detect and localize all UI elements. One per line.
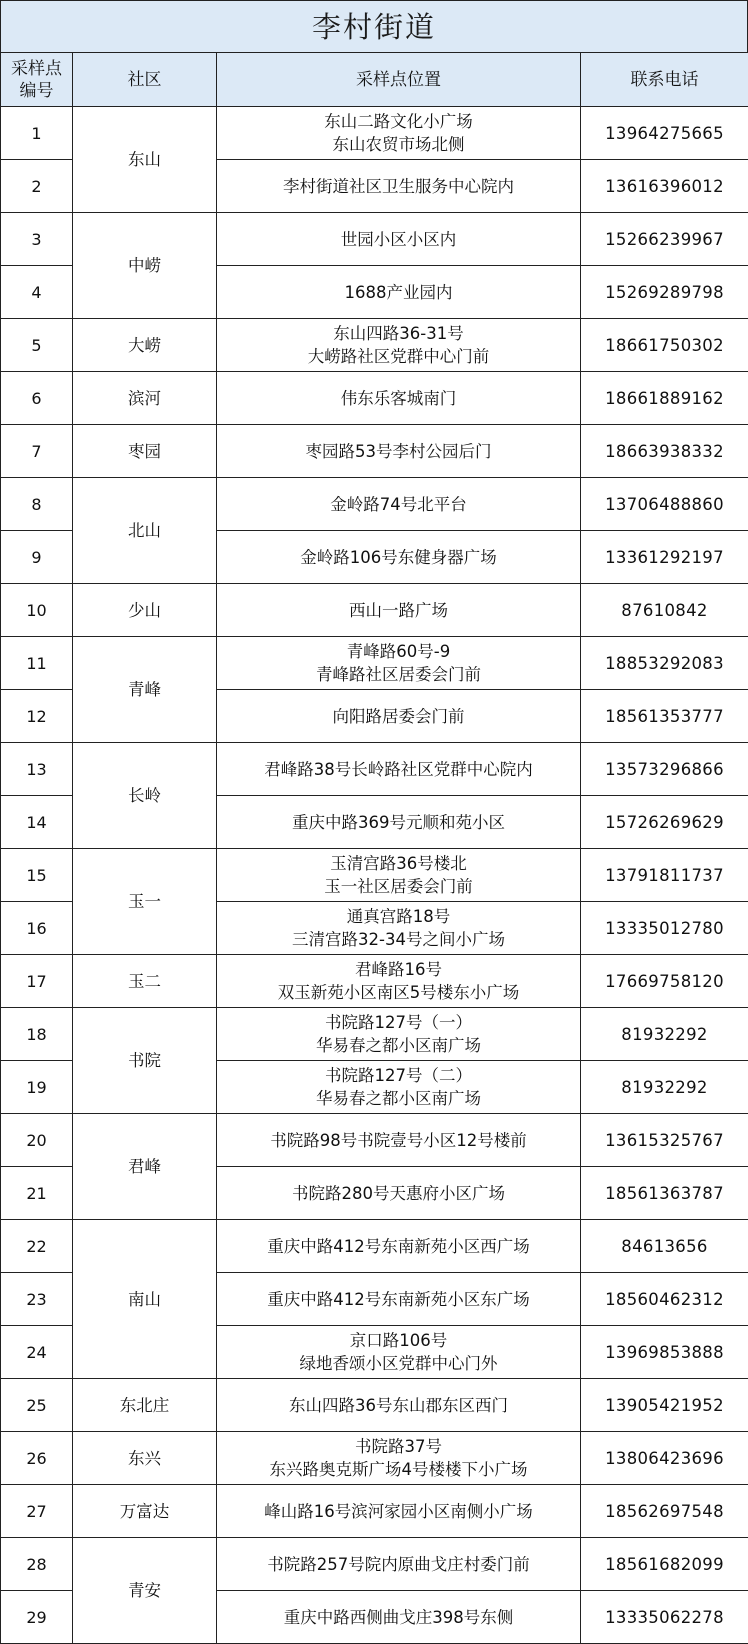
location-line: 书院路127号（一） bbox=[325, 1013, 472, 1032]
sampling-table bbox=[0, 52, 748, 1644]
location-cell bbox=[217, 213, 581, 266]
location-cell bbox=[217, 478, 581, 531]
location-line: 伟东乐客城南门 bbox=[340, 388, 457, 408]
table-row bbox=[1, 1485, 748, 1538]
point-number: 17 bbox=[1, 955, 73, 1008]
phone-number: 13706488860 bbox=[581, 478, 748, 531]
location-cell bbox=[217, 690, 581, 743]
location-cell bbox=[217, 1273, 581, 1326]
location-cell bbox=[217, 743, 581, 796]
location-line: 向阳路居委会门前 bbox=[332, 706, 465, 726]
location-line: 君峰路38号长岭路社区党群中心院内 bbox=[264, 759, 533, 779]
phone-number: 18561353777 bbox=[581, 690, 748, 743]
location-line: 君峰路16号 bbox=[355, 960, 442, 979]
phone-number: 15726269629 bbox=[581, 796, 748, 849]
phone-number: 18562697548 bbox=[581, 1485, 748, 1538]
point-number: 2 bbox=[1, 160, 73, 213]
point-number: 22 bbox=[1, 1220, 73, 1273]
location-cell bbox=[217, 849, 581, 902]
community-name: 北山 bbox=[73, 478, 217, 584]
table-row bbox=[1, 1008, 748, 1061]
location-cell bbox=[217, 372, 581, 425]
point-number: 15 bbox=[1, 849, 73, 902]
community-name: 青峰 bbox=[73, 637, 217, 743]
location-line: 书院路37号 bbox=[355, 1437, 442, 1456]
location-line: 东兴路奥克斯广场4号楼楼下小广场 bbox=[269, 1460, 528, 1479]
location-cell bbox=[217, 1538, 581, 1591]
phone-number: 13361292197 bbox=[581, 531, 748, 584]
community-name: 青安 bbox=[73, 1538, 217, 1644]
location-line: 重庆中路西侧曲戈庄398号东侧 bbox=[283, 1607, 514, 1627]
location-line: 东山二路文化小广场 bbox=[324, 112, 473, 131]
location-cell bbox=[217, 319, 581, 372]
table-row bbox=[1, 1379, 748, 1432]
location-line: 枣园路53号李村公园后门 bbox=[305, 441, 492, 461]
header-phone: 联系电话 bbox=[581, 53, 748, 107]
community-name: 大崂 bbox=[73, 319, 217, 372]
phone-number: 13573296866 bbox=[581, 743, 748, 796]
location-cell bbox=[217, 955, 581, 1008]
location-line: 玉清宫路36号楼北 bbox=[330, 854, 467, 873]
table-row bbox=[1, 425, 748, 478]
table-header-row bbox=[1, 53, 748, 107]
location-cell bbox=[217, 637, 581, 690]
location-line: 东山四路36-31号 bbox=[333, 324, 464, 343]
table-row bbox=[1, 584, 748, 637]
location-line: 东山农贸市场北侧 bbox=[332, 135, 465, 154]
point-number: 29 bbox=[1, 1591, 73, 1644]
point-number: 12 bbox=[1, 690, 73, 743]
community-name: 东北庄 bbox=[73, 1379, 217, 1432]
location-line: 华易春之都小区南广场 bbox=[316, 1036, 481, 1055]
phone-number: 13615325767 bbox=[581, 1114, 748, 1167]
table-row bbox=[1, 1220, 748, 1273]
point-number: 9 bbox=[1, 531, 73, 584]
location-cell bbox=[217, 266, 581, 319]
point-number: 20 bbox=[1, 1114, 73, 1167]
location-line: 绿地香颂小区党群中心门外 bbox=[299, 1354, 498, 1373]
point-number: 28 bbox=[1, 1538, 73, 1591]
community-name: 长岭 bbox=[73, 743, 217, 849]
location-cell bbox=[217, 160, 581, 213]
point-number: 6 bbox=[1, 372, 73, 425]
phone-number: 18560462312 bbox=[581, 1273, 748, 1326]
location-line: 青峰路60号-9 bbox=[346, 642, 451, 661]
point-number: 4 bbox=[1, 266, 73, 319]
table-row bbox=[1, 319, 748, 372]
point-number: 25 bbox=[1, 1379, 73, 1432]
location-line: 西山一路广场 bbox=[349, 600, 448, 620]
point-number: 8 bbox=[1, 478, 73, 531]
table-row bbox=[1, 637, 748, 690]
community-name: 南山 bbox=[73, 1220, 217, 1379]
phone-number: 13905421952 bbox=[581, 1379, 748, 1432]
location-cell bbox=[217, 1485, 581, 1538]
header-location: 采样点位置 bbox=[217, 53, 581, 107]
location-line: 书院路257号院内原曲戈庄村委门前 bbox=[267, 1554, 530, 1574]
location-cell bbox=[217, 1220, 581, 1273]
community-name: 枣园 bbox=[73, 425, 217, 478]
community-name: 玉二 bbox=[73, 955, 217, 1008]
phone-number: 13969853888 bbox=[581, 1326, 748, 1379]
location-cell bbox=[217, 1326, 581, 1379]
phone-number: 81932292 bbox=[581, 1061, 748, 1114]
location-line: 京口路106号 bbox=[349, 1331, 448, 1350]
location-line: 世园小区小区内 bbox=[340, 229, 457, 249]
phone-number: 84613656 bbox=[581, 1220, 748, 1273]
location-cell bbox=[217, 1591, 581, 1644]
location-cell bbox=[217, 107, 581, 160]
location-line: 重庆中路369号元顺和苑小区 bbox=[292, 812, 505, 832]
location-line: 华易春之都小区南广场 bbox=[316, 1089, 481, 1108]
page-title: 李村街道 bbox=[0, 0, 748, 52]
point-number: 24 bbox=[1, 1326, 73, 1379]
table-row bbox=[1, 849, 748, 902]
community-name: 万富达 bbox=[73, 1485, 217, 1538]
table-row bbox=[1, 955, 748, 1008]
phone-number: 13964275665 bbox=[581, 107, 748, 160]
community-name: 书院 bbox=[73, 1008, 217, 1114]
point-number: 7 bbox=[1, 425, 73, 478]
location-line: 玉一社区居委会门前 bbox=[324, 877, 473, 896]
phone-number: 13335062278 bbox=[581, 1591, 748, 1644]
point-number: 18 bbox=[1, 1008, 73, 1061]
community-name: 君峰 bbox=[73, 1114, 217, 1220]
point-number: 14 bbox=[1, 796, 73, 849]
point-number: 5 bbox=[1, 319, 73, 372]
location-line: 东山四路36号东山郡东区西门 bbox=[289, 1395, 508, 1415]
point-number: 23 bbox=[1, 1273, 73, 1326]
community-name: 东兴 bbox=[73, 1432, 217, 1485]
table-row bbox=[1, 372, 748, 425]
location-cell bbox=[217, 1061, 581, 1114]
location-line: 书院路127号（二） bbox=[325, 1066, 472, 1085]
location-line: 书院路280号天惠府小区广场 bbox=[292, 1183, 505, 1203]
phone-number: 13791811737 bbox=[581, 849, 748, 902]
community-name: 玉一 bbox=[73, 849, 217, 955]
point-number: 11 bbox=[1, 637, 73, 690]
location-line: 重庆中路412号东南新苑小区东广场 bbox=[267, 1289, 530, 1309]
phone-number: 15269289798 bbox=[581, 266, 748, 319]
location-line: 通真宫路18号 bbox=[346, 907, 451, 926]
phone-number: 18561682099 bbox=[581, 1538, 748, 1591]
table-body bbox=[1, 107, 748, 1644]
point-number: 19 bbox=[1, 1061, 73, 1114]
location-cell bbox=[217, 584, 581, 637]
point-number: 26 bbox=[1, 1432, 73, 1485]
phone-number: 13335012780 bbox=[581, 902, 748, 955]
header-community: 社区 bbox=[73, 53, 217, 107]
phone-number: 18661750302 bbox=[581, 319, 748, 372]
phone-number: 17669758120 bbox=[581, 955, 748, 1008]
location-line: 三清宫路32-34号之间小广场 bbox=[292, 930, 505, 949]
phone-number: 87610842 bbox=[581, 584, 748, 637]
location-cell bbox=[217, 796, 581, 849]
table-row bbox=[1, 1432, 748, 1485]
community-name: 少山 bbox=[73, 584, 217, 637]
point-number: 13 bbox=[1, 743, 73, 796]
phone-number: 13616396012 bbox=[581, 160, 748, 213]
location-line: 书院路98号书院壹号小区12号楼前 bbox=[270, 1130, 527, 1150]
header-point-number: 采样点 编号 bbox=[1, 53, 73, 107]
location-cell bbox=[217, 1008, 581, 1061]
location-cell bbox=[217, 1167, 581, 1220]
phone-number: 18561363787 bbox=[581, 1167, 748, 1220]
phone-number: 18661889162 bbox=[581, 372, 748, 425]
phone-number: 15266239967 bbox=[581, 213, 748, 266]
location-cell bbox=[217, 1432, 581, 1485]
community-name: 中崂 bbox=[73, 213, 217, 319]
point-number: 10 bbox=[1, 584, 73, 637]
location-line: 双玉新苑小区南区5号楼东小广场 bbox=[277, 983, 520, 1002]
phone-number: 18663938332 bbox=[581, 425, 748, 478]
table-row bbox=[1, 743, 748, 796]
location-cell bbox=[217, 902, 581, 955]
phone-number: 81932292 bbox=[581, 1008, 748, 1061]
point-number: 1 bbox=[1, 107, 73, 160]
table-row bbox=[1, 1538, 748, 1591]
location-cell bbox=[217, 531, 581, 584]
table-row bbox=[1, 213, 748, 266]
location-line: 1688产业园内 bbox=[344, 282, 453, 302]
location-line: 青峰路社区居委会门前 bbox=[316, 665, 481, 684]
location-cell bbox=[217, 1114, 581, 1167]
table-row bbox=[1, 1114, 748, 1167]
table-row bbox=[1, 478, 748, 531]
point-number: 3 bbox=[1, 213, 73, 266]
phone-number: 18853292083 bbox=[581, 637, 748, 690]
location-line: 李村街道社区卫生服务中心院内 bbox=[283, 176, 514, 196]
location-cell bbox=[217, 1379, 581, 1432]
point-number: 27 bbox=[1, 1485, 73, 1538]
location-line: 大崂路社区党群中心门前 bbox=[307, 347, 490, 366]
location-line: 金岭路106号东健身器广场 bbox=[300, 547, 497, 567]
community-name: 滨河 bbox=[73, 372, 217, 425]
point-number: 16 bbox=[1, 902, 73, 955]
location-line: 重庆中路412号东南新苑小区西广场 bbox=[267, 1236, 530, 1256]
location-line: 金岭路74号北平台 bbox=[330, 494, 467, 514]
community-name: 东山 bbox=[73, 107, 217, 213]
location-cell bbox=[217, 425, 581, 478]
phone-number: 13806423696 bbox=[581, 1432, 748, 1485]
table-row bbox=[1, 107, 748, 160]
location-line: 峰山路16号滨河家园小区南侧小广场 bbox=[264, 1501, 533, 1521]
point-number: 21 bbox=[1, 1167, 73, 1220]
